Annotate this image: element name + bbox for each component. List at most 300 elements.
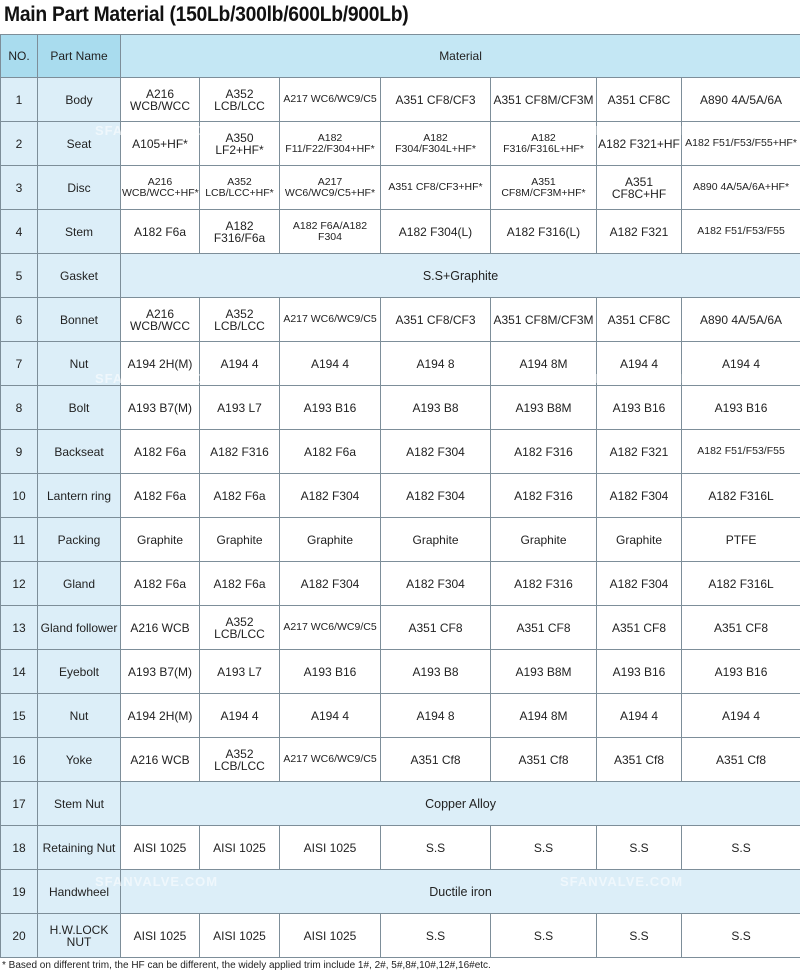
part-name: Yoke [38, 738, 121, 782]
material-value: A193 B16 [612, 400, 666, 415]
material-value: A351 CF8 [611, 620, 667, 635]
material-value: A182 F304 [406, 444, 465, 459]
material-cell [121, 210, 200, 254]
material-cell [491, 914, 597, 958]
material-value: A351 CF8/CF3 [395, 312, 476, 327]
material-value: S.S [731, 840, 751, 855]
material-cell [682, 342, 800, 386]
row-number: 20 [1, 914, 38, 958]
material-value: AISI 1025 [133, 928, 187, 943]
material-cell [491, 518, 597, 562]
row-number: 12 [1, 562, 38, 606]
material-value: A351 CF8M/CF3M [493, 92, 594, 107]
table-row [1, 826, 800, 870]
material-value: A194 4 [722, 356, 761, 371]
material-cell [280, 342, 381, 386]
watermark-text: SFANVALVE.COM [560, 123, 684, 138]
material-cell [121, 430, 200, 474]
table-row [1, 914, 800, 958]
material-cell [280, 78, 381, 122]
material-cell [121, 562, 200, 606]
row-number: 16 [1, 738, 38, 782]
material-value: A194 4 [310, 708, 350, 723]
material-value: A193 B16 [303, 400, 357, 415]
material-value: A194 8M [519, 356, 568, 371]
row-number: 6 [1, 298, 38, 342]
material-value: A352 LCB/LCC+HF* [205, 175, 274, 199]
material-cell [200, 78, 280, 122]
material-cell [682, 474, 800, 518]
material-cell [682, 210, 800, 254]
part-name: H.W.LOCK NUT [38, 914, 121, 958]
material-cell [200, 738, 280, 782]
material-cell [200, 474, 280, 518]
material-cell [121, 386, 200, 430]
material-cell [381, 122, 491, 166]
material-cell [491, 386, 597, 430]
material-cell [121, 694, 200, 738]
material-cell [200, 342, 280, 386]
material-value: A193 B16 [714, 400, 768, 415]
table-header-row [1, 35, 800, 78]
material-value: A182 F6a [213, 576, 266, 591]
material-cell [381, 430, 491, 474]
material-cell [381, 386, 491, 430]
material-value: A217 WC6/WC9/C5 [283, 621, 377, 633]
material-cell [491, 738, 597, 782]
material-cell [597, 122, 682, 166]
material-cell [121, 298, 200, 342]
material-cell [491, 166, 597, 210]
material-value: A193 B16 [714, 664, 768, 679]
table-row [1, 650, 800, 694]
material-value: A193 B7(M) [127, 400, 193, 415]
material-value: A182 F6a [213, 488, 266, 503]
part-name: Seat [38, 122, 121, 166]
material-cell [381, 562, 491, 606]
material-value: A194 4 [220, 708, 259, 723]
table-row [1, 430, 800, 474]
material-value: S.S [629, 840, 649, 855]
material-cell [200, 826, 280, 870]
material-value: A182 F304 [300, 488, 360, 503]
part-name: Stem [38, 210, 121, 254]
material-value: A216 WCB/WCC [130, 306, 190, 333]
material-cell [491, 474, 597, 518]
material-cell [200, 518, 280, 562]
material-cell [200, 122, 280, 166]
material-value: A182 F316/F6a [213, 218, 266, 245]
row-number: 9 [1, 430, 38, 474]
part-name: Gasket [38, 254, 121, 298]
table-row [1, 298, 800, 342]
material-cell [200, 562, 280, 606]
table-row [1, 870, 800, 914]
material-cell [381, 210, 491, 254]
material-value: Graphite [216, 532, 263, 547]
row-number: 19 [1, 870, 38, 914]
material-value: S.S [425, 840, 446, 855]
material-cell [597, 166, 682, 210]
material-value: A217 WC6/WC9/C5+HF* [284, 175, 376, 199]
table-row [1, 562, 800, 606]
material-value: A182 F316L [708, 488, 774, 503]
part-name: Retaining Nut [38, 826, 121, 870]
material-value: AISI 1025 [213, 928, 266, 943]
material-cell [381, 738, 491, 782]
part-name: Packing [38, 518, 121, 562]
table-row [1, 166, 800, 210]
part-name: Disc [38, 166, 121, 210]
material-value: AISI 1025 [213, 840, 266, 855]
material-value: A182 F316(L) [506, 224, 581, 239]
material-cell [682, 122, 800, 166]
material-value: A182 F51/F53/F55 [697, 445, 785, 457]
material-cell [682, 78, 800, 122]
table-row [1, 782, 800, 826]
material-cell [597, 210, 682, 254]
material-cell [381, 518, 491, 562]
material-value: A216 WCB [130, 752, 190, 767]
material-value: A182 F51/F53/F55 [697, 225, 785, 237]
material-value: A193 L7 [217, 400, 262, 415]
material-value: A182 F6a [133, 444, 187, 459]
material-value: A182 F304 [406, 488, 465, 503]
watermark-text: SFANVALVE.COM [560, 874, 684, 889]
material-value: A182 F304 [300, 576, 360, 591]
material-cell [682, 650, 800, 694]
material-cell [280, 826, 381, 870]
material-value: A194 2H(M) [127, 708, 193, 723]
material-cell [491, 606, 597, 650]
material-value: A182 F304(L) [398, 224, 473, 239]
row-number: 17 [1, 782, 38, 826]
material-cell [200, 606, 280, 650]
material-value: A194 2H(M) [127, 356, 193, 371]
row-number: 2 [1, 122, 38, 166]
material-cell [682, 826, 800, 870]
material-value: A194 4 [310, 356, 350, 371]
material-value: Graphite [306, 532, 354, 547]
material-value: A182 F321 [609, 224, 669, 239]
material-cell [381, 298, 491, 342]
material-cell [280, 694, 381, 738]
part-name: Bonnet [38, 298, 121, 342]
material-cell [280, 518, 381, 562]
material-value: A351 CF8M/CF3M [493, 312, 594, 327]
material-value: S.S [425, 928, 446, 943]
header-part-name: Part Name [38, 35, 121, 78]
footnote: * Based on different trim, the HF can be different, the widely applied trim include 1#, 2#, 5#,8#,10#,12#,16#etc. [2, 960, 491, 971]
part-name: Eyebolt [38, 650, 121, 694]
watermark-text: SFANVALVE.COM [95, 371, 219, 386]
watermark-text: SFANVALVE.COM [95, 123, 219, 138]
part-name: Lantern ring [38, 474, 121, 518]
material-cell [491, 826, 597, 870]
table-row [1, 386, 800, 430]
material-value: A193 L7 [217, 664, 262, 679]
material-value: AISI 1025 [303, 928, 357, 943]
table-row [1, 78, 800, 122]
row-number: 18 [1, 826, 38, 870]
material-cell [381, 474, 491, 518]
material-value: A351 Cf8 [410, 752, 461, 767]
material-value: A351 CF8C [607, 92, 671, 107]
page-title: Main Part Material (150Lb/300lb/600Lb/900Lb) [4, 3, 409, 26]
material-cell [682, 738, 800, 782]
part-name: Handwheel [38, 870, 121, 914]
row-number: 10 [1, 474, 38, 518]
material-value: A194 4 [722, 708, 761, 723]
material-cell [597, 562, 682, 606]
material-value: A890 4A/5A/6A [700, 312, 783, 327]
material-value: A193 B7(M) [127, 664, 193, 679]
material-value: A351 CF8 [408, 620, 463, 635]
material-value: A182 F6A/A182 F304 [292, 219, 368, 243]
material-cell [597, 738, 682, 782]
material-cell [200, 298, 280, 342]
material-value: A217 WC6/WC9/C5 [283, 93, 377, 105]
material-cell [381, 78, 491, 122]
material-cell [280, 914, 381, 958]
material-value: Graphite [615, 532, 663, 547]
material-value: A352 LCB/LCC [214, 746, 265, 773]
material-cell [491, 430, 597, 474]
watermark-text: SFANVALVE.COM [560, 371, 684, 386]
material-value: A352 LCB/LCC [214, 614, 265, 641]
material-value: A194 4 [220, 356, 259, 371]
header-material: Material [121, 35, 800, 78]
material-span-cell: S.S+Graphite [121, 254, 800, 298]
material-value: PTFE [725, 532, 757, 547]
material-value: A193 B16 [612, 664, 666, 679]
material-cell [280, 738, 381, 782]
material-value: A193 B8M [515, 664, 572, 679]
row-number: 7 [1, 342, 38, 386]
part-name: Backseat [38, 430, 121, 474]
part-name: Body [38, 78, 121, 122]
row-number: 4 [1, 210, 38, 254]
material-cell [682, 562, 800, 606]
material-cell [121, 606, 200, 650]
material-value: A350 LF2+HF* [215, 130, 264, 157]
material-cell [597, 386, 682, 430]
material-cell [381, 606, 491, 650]
material-value: A182 F11/F22/F304+HF* [285, 131, 375, 155]
material-cell [491, 342, 597, 386]
material-value: A105+HF* [132, 136, 188, 151]
material-cell [280, 122, 381, 166]
material-cell [280, 606, 381, 650]
material-value: A890 4A/5A/6A+HF* [693, 181, 790, 193]
material-cell [121, 166, 200, 210]
material-cell [200, 386, 280, 430]
material-cell [682, 386, 800, 430]
material-cell [597, 914, 682, 958]
material-value: A352 LCB/LCC [214, 86, 265, 113]
material-value: AISI 1025 [133, 840, 187, 855]
table-row [1, 694, 800, 738]
material-cell [280, 166, 381, 210]
part-name: Bolt [38, 386, 121, 430]
table-row [1, 210, 800, 254]
material-cell [280, 474, 381, 518]
material-cell [682, 518, 800, 562]
part-name: Gland [38, 562, 121, 606]
material-value: Graphite [136, 532, 184, 547]
material-cell [491, 78, 597, 122]
table-row [1, 738, 800, 782]
material-value: A182 F316 [514, 488, 573, 503]
material-value: A182 F304 [406, 576, 465, 591]
material-value: A182 F321 [609, 444, 669, 459]
material-value: Graphite [520, 532, 567, 547]
material-cell [121, 518, 200, 562]
material-cell [121, 78, 200, 122]
material-value: A182 F6a [133, 224, 187, 239]
table-row [1, 474, 800, 518]
material-value: A351 CF8M/CF3M+HF* [501, 175, 586, 199]
material-cell [491, 650, 597, 694]
material-value: A351 CF8/CF3+HF* [388, 181, 483, 193]
material-cell [381, 650, 491, 694]
material-value: A351 Cf8 [716, 752, 767, 767]
material-cell [121, 342, 200, 386]
material-cell [597, 606, 682, 650]
material-cell [381, 914, 491, 958]
material-cell [381, 166, 491, 210]
material-value: A351 Cf8 [613, 752, 665, 767]
material-value: A351 CF8C+HF [611, 174, 667, 201]
material-value: A193 B8 [412, 664, 459, 679]
part-name: Nut [38, 342, 121, 386]
material-cell [597, 342, 682, 386]
material-cell [121, 474, 200, 518]
material-cell [491, 210, 597, 254]
material-value: A182 F304 [609, 488, 669, 503]
material-value: A351 CF8 [516, 620, 571, 635]
material-table [0, 34, 800, 958]
material-cell [121, 650, 200, 694]
material-value: A351 CF8/CF3 [395, 92, 476, 107]
material-cell [121, 826, 200, 870]
material-cell [200, 210, 280, 254]
part-name: Gland follower [38, 606, 121, 650]
material-value: A217 WC6/WC9/C5 [283, 753, 377, 765]
watermark-text: SFANVALVE.COM [95, 874, 219, 889]
material-value: A193 B16 [303, 664, 357, 679]
material-value: S.S [731, 928, 751, 943]
part-name: Stem Nut [38, 782, 121, 826]
material-value: A182 F316 [210, 444, 269, 459]
header-no: NO. [1, 35, 38, 78]
material-value: A351 Cf8 [518, 752, 569, 767]
material-value: A193 B8 [412, 400, 459, 415]
material-cell [491, 298, 597, 342]
material-cell [491, 694, 597, 738]
material-cell [597, 430, 682, 474]
material-span-cell: Copper Alloy [121, 782, 800, 826]
material-cell [597, 650, 682, 694]
material-cell [200, 166, 280, 210]
material-cell [200, 694, 280, 738]
material-value: A194 4 [619, 356, 659, 371]
material-cell [280, 386, 381, 430]
material-value: A182 F316 [514, 444, 573, 459]
part-name: Nut [38, 694, 121, 738]
material-cell [682, 298, 800, 342]
material-cell [491, 562, 597, 606]
row-number: 11 [1, 518, 38, 562]
material-cell [121, 738, 200, 782]
material-value: A216 WCB/WCC [130, 86, 190, 113]
material-cell [597, 474, 682, 518]
material-cell [280, 650, 381, 694]
material-cell [381, 342, 491, 386]
material-value: A352 LCB/LCC [214, 306, 265, 333]
row-number: 15 [1, 694, 38, 738]
table-row [1, 606, 800, 650]
material-value: A182 F51/F53/F55+HF* [685, 137, 797, 149]
material-cell [491, 122, 597, 166]
material-value: A182 F316/F316L+HF* [503, 131, 584, 155]
material-value: S.S [533, 840, 554, 855]
row-number: 3 [1, 166, 38, 210]
material-value: A351 CF8 [714, 620, 769, 635]
material-span-cell: Ductile iron [121, 870, 800, 914]
material-value: A194 8M [519, 708, 568, 723]
material-value: A182 F6a [133, 576, 187, 591]
material-value: A217 WC6/WC9/C5 [283, 313, 377, 325]
material-cell [200, 914, 280, 958]
material-cell [682, 430, 800, 474]
table-row [1, 122, 800, 166]
material-cell [280, 430, 381, 474]
material-value: A182 F304 [609, 576, 669, 591]
material-value: AISI 1025 [303, 840, 357, 855]
table-row [1, 342, 800, 386]
material-value: A351 CF8C [607, 312, 671, 327]
material-cell [121, 122, 200, 166]
material-value: A194 4 [619, 708, 659, 723]
material-cell [381, 826, 491, 870]
row-number: 5 [1, 254, 38, 298]
row-number: 14 [1, 650, 38, 694]
material-cell [597, 298, 682, 342]
material-cell [280, 210, 381, 254]
material-cell [200, 430, 280, 474]
material-cell [121, 914, 200, 958]
row-number: 8 [1, 386, 38, 430]
material-cell [597, 826, 682, 870]
material-value: S.S [629, 928, 649, 943]
material-cell [682, 694, 800, 738]
material-cell [280, 562, 381, 606]
row-number: 13 [1, 606, 38, 650]
material-cell [280, 298, 381, 342]
material-cell [381, 694, 491, 738]
material-value: A182 F316L [708, 576, 774, 591]
material-value: A182 F304/F304L+HF* [395, 131, 476, 155]
material-value: A194 8 [416, 356, 455, 371]
material-value: A193 B8M [515, 400, 572, 415]
material-cell [682, 914, 800, 958]
material-cell [597, 694, 682, 738]
material-value: Graphite [412, 532, 459, 547]
material-value: A182 F6a [133, 488, 187, 503]
material-value: A216 WCB/WCC+HF* [122, 175, 199, 199]
material-cell [597, 518, 682, 562]
